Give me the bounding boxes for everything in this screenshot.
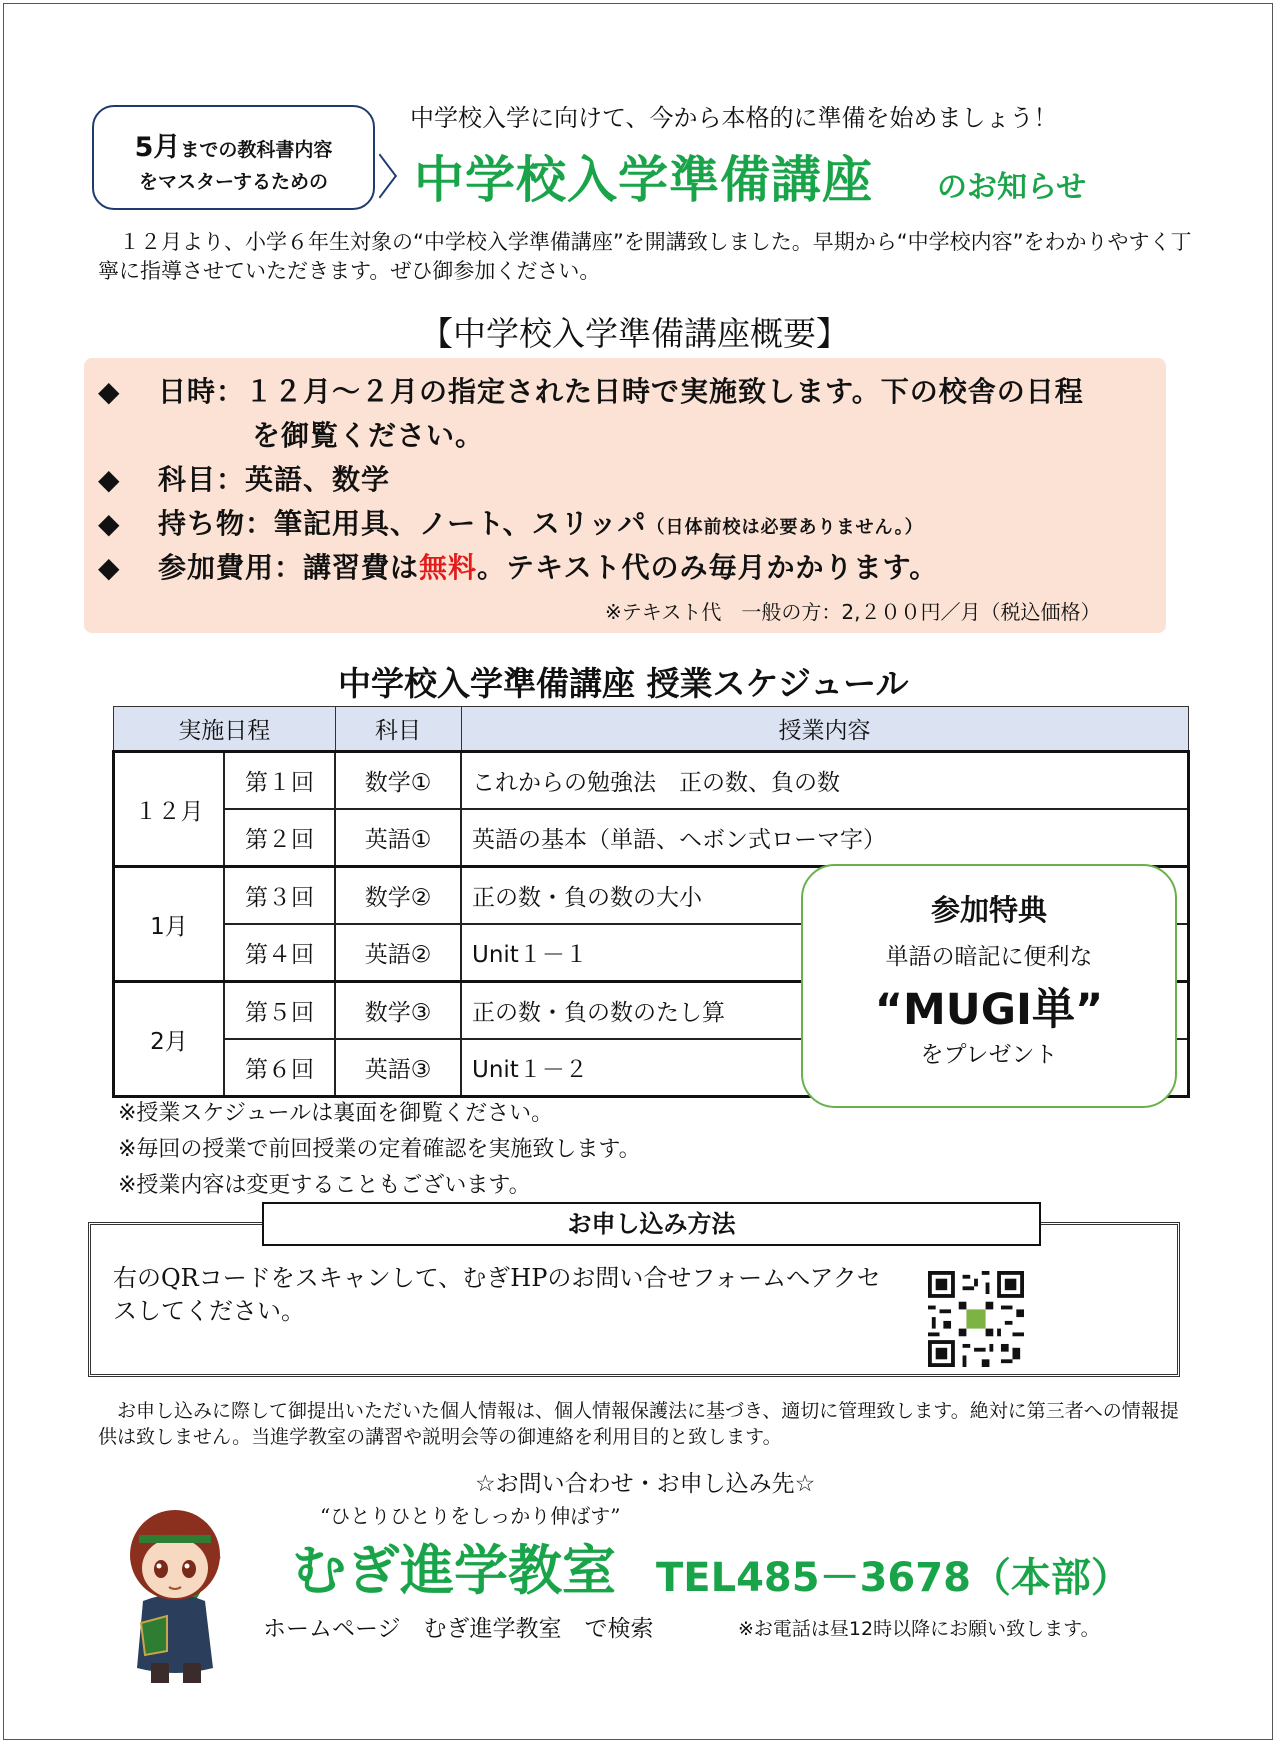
overview-subjects-text: 科目：英語、数学 xyxy=(158,463,391,496)
intro-paragraph: １２月より、小学６年生対象の“中学校入学準備講座”を開講致しました。早期から“中学校内容”をわかりやすく丁寧に指導させていただきます。ぜひ御参加ください。 xyxy=(98,230,1192,283)
mascot-illustration-icon xyxy=(95,1483,255,1688)
qr-code-icon[interactable] xyxy=(928,1271,1024,1367)
lead-text: 中学校入学に向けて、今から本格的に準備を始めましょう！ xyxy=(410,104,1058,132)
main-title: 中学校入学準備講座 xyxy=(414,151,873,209)
bonus-line-1: 単語の暗記に便利な xyxy=(885,944,1093,970)
title-suffix: のお知らせ xyxy=(937,170,1087,205)
header-subject: 科目 xyxy=(335,707,461,752)
header-dates: 実施日程 xyxy=(114,707,336,752)
content-cell: 正の数・負の数のたし算 xyxy=(461,982,1188,1040)
month-cell: １２月 xyxy=(114,752,225,867)
content-cell: 英語の基本（単語、ヘボン式ローマ字） xyxy=(461,809,1188,867)
price-note: ※テキスト代 一般の方：2,２００円／月（税込価格） xyxy=(605,600,1101,624)
bubble-month: 5月 xyxy=(134,132,181,163)
overview-items-text: 持ち物：筆記用具、ノート、スリッパ xyxy=(158,507,647,540)
schedule-note: ※授業内容は変更することもございます。 xyxy=(118,1173,531,1198)
bonus-callout xyxy=(801,864,1177,1108)
overview-fee-prefix: 参加費用：講習費は xyxy=(158,551,420,584)
diamond-bullet-icon: ◆ xyxy=(98,507,121,540)
overview-items-note: （日体前校は必要ありません。） xyxy=(646,517,924,538)
month-cell: 1月 xyxy=(114,867,225,982)
table-row xyxy=(114,752,1189,810)
school-name: むぎ進学教室 xyxy=(292,1539,616,1602)
subject-cell: 英語② xyxy=(335,924,461,982)
schedule-note: ※毎回の授業で前回授業の定着確認を実施致します。 xyxy=(118,1137,641,1162)
overview-fee-suffix: 。テキスト代のみ毎月かかります。 xyxy=(477,551,939,584)
content-cell: Unit１－２ xyxy=(461,1039,1188,1097)
content-cell: Unit１－１ xyxy=(461,924,1188,982)
session-cell: 第３回 xyxy=(224,867,335,925)
session-cell: 第４回 xyxy=(224,924,335,982)
table-row xyxy=(114,809,1189,867)
call-hours-note: ※お電話は昼12時以降にお願い致します。 xyxy=(738,1618,1100,1640)
overview-fee-free: 無料 xyxy=(419,551,478,584)
bonus-title: 参加特典 xyxy=(930,893,1047,927)
subject-cell: 英語③ xyxy=(335,1039,461,1097)
overview-heading: 【中学校入学準備講座概要】 xyxy=(420,314,849,353)
overview-date-row xyxy=(98,370,1084,410)
schedule-note: ※授業スケジュールは裏面を御覧ください。 xyxy=(118,1101,554,1126)
catchphrase: “ひとりひとりをしっかり伸ばす” xyxy=(320,1504,621,1528)
diamond-bullet-icon: ◆ xyxy=(98,551,121,584)
apply-heading: お申し込み方法 xyxy=(262,1202,1041,1246)
phone-number: TEL485－3678（本部） xyxy=(656,1555,1131,1601)
apply-text: 右のQRコードをスキャンして、むぎHPのお問い合せフォームへアクセスしてください。 xyxy=(113,1264,881,1325)
diamond-bullet-icon: ◆ xyxy=(98,375,121,408)
subject-cell: 英語① xyxy=(335,809,461,867)
bubble-line-2: をマスターするための xyxy=(138,171,329,193)
schedule-title: 中学校入学準備講座 授業スケジュール xyxy=(338,664,909,703)
schedule-header-row xyxy=(114,707,1189,752)
bubble-line-1-text: までの教科書内容 xyxy=(180,139,333,161)
session-cell: 第５回 xyxy=(224,982,335,1040)
diamond-bullet-icon: ◆ xyxy=(98,463,121,496)
overview-date-text: 日時：１２月～２月の指定された日時で実施致します。下の校舎の日程 xyxy=(158,375,1084,408)
session-cell: 第２回 xyxy=(224,809,335,867)
content-cell: これからの勉強法 正の数、負の数 xyxy=(461,752,1188,810)
bonus-product: “MUGI単” xyxy=(874,985,1104,1035)
content-cell: 正の数・負の数の大小 xyxy=(461,867,1188,925)
bubble-line-1 xyxy=(94,125,373,164)
session-cell: 第１回 xyxy=(224,752,335,810)
speech-bubble xyxy=(92,105,375,210)
overview-date-row-2: を御覧ください。 xyxy=(252,419,485,452)
subject-cell: 数学② xyxy=(335,867,461,925)
overview-items-row xyxy=(98,502,924,542)
month-cell: 2月 xyxy=(114,982,225,1097)
bonus-line-2: をプレゼント xyxy=(920,1042,1058,1068)
overview-fee-row xyxy=(98,546,938,586)
subject-cell: 数学③ xyxy=(335,982,461,1040)
privacy-notice: お申し込みに際して御提出いただいた個人情報は、個人情報保護法に基づき、適切に管理致します。絶対に第三者への情報提供は致しません。当進学教室の講習や説明会等の御連絡を利用目的と致します。 xyxy=(98,1400,1179,1448)
overview-subjects-row xyxy=(98,458,390,498)
session-cell: 第６回 xyxy=(224,1039,335,1097)
contact-heading: ☆お問い合わせ・お申し込み先☆ xyxy=(475,1471,816,1497)
homepage-search-text: ホームページ むぎ進学教室 で検索 xyxy=(263,1616,654,1642)
subject-cell: 数学① xyxy=(335,752,461,810)
header-content: 授業内容 xyxy=(461,707,1188,752)
